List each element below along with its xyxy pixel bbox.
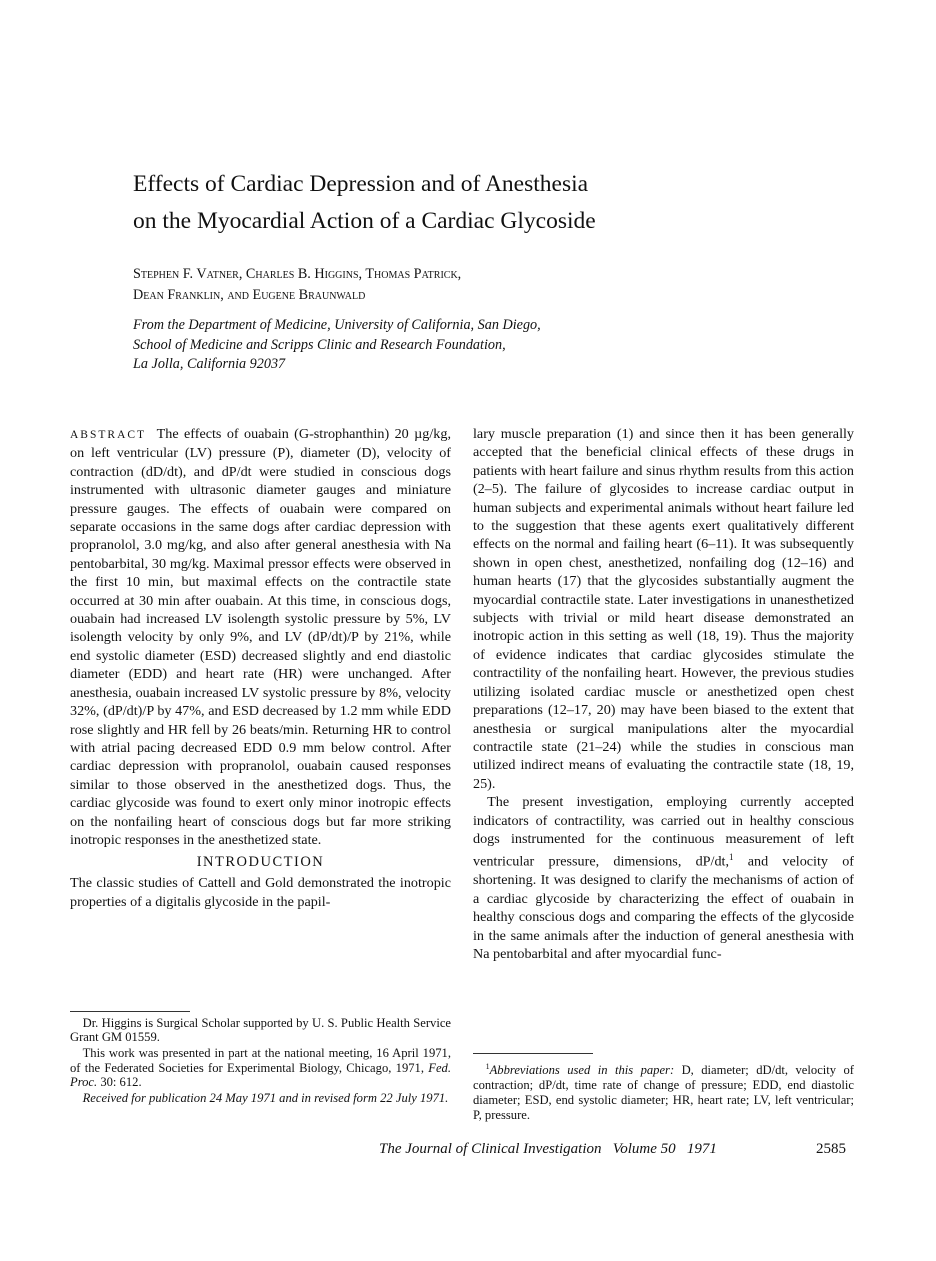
journal-name: The Journal of Clinical Investigation [379, 1141, 602, 1157]
footnote-divider-right [473, 1053, 593, 1054]
page-number: 2585 [816, 1141, 846, 1157]
affiliation [133, 316, 693, 375]
authors-line-2: Dean Franklin, and Eugene Braunwald [133, 287, 366, 303]
footnote-journal: Fed. Proc. [70, 1060, 451, 1089]
author-list [133, 264, 693, 306]
affiliation-line-3: La Jolla, California 92037 [133, 356, 286, 372]
intro-p1-left-text: The classic studies of Cattell and Gold demonstrated the inotropic properties of a digitalis glycoside in the papil- [70, 875, 451, 910]
article-title [133, 166, 833, 240]
abstract-text: The effects of ouabain (G-strophanthin) 20 µg/kg, on left ventricular (LV) pressure (P), diameter (D), velocity of contraction (dD/dt), and dP/dt were studied in conscious dogs instrumented with ultrasonic diameter gauges and miniature pressure gauges. The effects of ouabain were compared on separate occasions in the same dogs after cardiac depression with propranolol, 3.0 mg/kg, and also after general anesthesia with Na pentobarbital, 30 mg/kg. Maximal pressor effects were observed in the first 10 min, but maximal effects on the contractile state occurred at 30 min after ouabain. At this time, in conscious dogs, ouabain had increased LV isolength systolic pressure by 5%, LV isolength velocity by only 9%, and LV (dP/dt)/P by 21%, while end systolic diameter (ESD) decreased slightly and end diastolic diameter (EDD) and heart rate (HR) were unchanged. After anesthesia, ouabain increased LV systolic pressure by 8%, velocity 32%, (dP/dt)/P by 47%, and ESD decreased by 1.2 mm while EDD rose slightly and HR fell by 26 beats/min. Returning HR to control with atrial pacing decreased EDD 0.9 mm below control. After cardiac depression with propranolol, ouabain caused responses similar to those observed in the anesthetized dogs. Thus, the cardiac glycoside was found to exert only minor inotropic effects on the nonfailing heart of conscious dogs but far more striking inotropic responses in the anesthetized state. [70, 426, 451, 848]
journal-volume: Volume 50 [612, 1141, 676, 1157]
footnote-divider-left [70, 1011, 190, 1012]
introduction-heading: INTRODUCTION [196, 854, 325, 871]
abbreviations-label: Abbreviations used in this paper: [489, 1063, 675, 1078]
journal-footer [379, 1141, 717, 1158]
intro-paragraph-2 [473, 793, 854, 963]
journal-year: 1971 [686, 1141, 717, 1157]
footnote-ref-1: 1 [729, 852, 734, 863]
intro-paragraph-1-start [70, 874, 451, 911]
abstract-label: ABSTRACT [70, 429, 147, 441]
abbreviations-text: D, diameter; dD/dt, velocity of contraction; dP/dt, time rate of change of pressure; EDD, end diastolic diameter; ESD, end systolic diameter; HR, heart rate; LV, left ventricular; P, pressure. [473, 1063, 854, 1123]
footnote-presented [70, 1046, 451, 1089]
intro-p2-after: and velocity of shortening. It was designed to clarify the mechanisms of action of a cardiac glycoside by characterizing the effect of ouabain in healthy conscious dogs and comparing the effects of the glycoside in the same animals after the induction of general anesthesia with Na pentobarbital and after myocardial func- [473, 854, 854, 963]
footnote-received: Received for publication 24 May 1971 and in revised form 22 July 1971. [82, 1091, 449, 1106]
intro-paragraph-1-cont [473, 425, 854, 793]
footnote-grant: Dr. Higgins is Surgical Scholar supported by U. S. Public Health Service Grant GM 01559. [70, 1016, 451, 1045]
left-column [70, 425, 451, 911]
footnote-presented-text: This work was presented in part at the national meeting, 16 April 1971, of the Federated Societies for Experimental Biology, Chicago, 1971, [70, 1046, 451, 1075]
abbreviations-footnote [473, 1059, 854, 1123]
affiliation-line-1: From the Department of Medicine, University of California, San Diego, [133, 317, 541, 333]
affiliation-line-2: School of Medicine and Scripps Clinic and Research Foundation, [133, 336, 506, 353]
footnote-marker: 1 [485, 1062, 490, 1071]
footnote-journal-ref: 30: 612. [97, 1074, 142, 1089]
intro-p2-before: The present investigation, employing currently accepted indicators of contractility, was carried out in healthy conscious dogs instrumented for the continuous measurement of left ventricular pressure, dimensions, dP/dt, [473, 794, 854, 871]
title-line-2: on the Myocardial Action of a Cardiac Glycoside [133, 208, 596, 234]
authors-line-1: Stephen F. Vatner, Charles B. Higgins, Thomas Patrick, [133, 266, 462, 282]
intro-p1-right-text: lary muscle preparation (1) and since then it has been generally accepted that the beneficial clinical effects of these drugs in patients with heart failure and sinus rhythm results from this action (2–5). The failure of glycosides to increase cardiac output in human subjects and experimental animals without heart failure led to the suggestion that these agents exert qualitatively different effects on the normal and failing heart (6–11). It was subsequently shown in open chest, anesthetized, nonfailing dog (12–16) and human hearts (17) that the glycosides substantially augment the myocardial contractile state. Later investigations in unanesthetized subjects with trivial or mild heart disease demonstrated an inotropic action in this setting as well (18, 19). Thus the majority of evidence indicates that cardiac glycosides stimulate the contractility of the nonfailing heart. However, the previous studies utilizing isolated cardiac muscle or anesthetized open chest preparations (12–17, 20) may have been biased to the extent that anesthesia or surgical manipulations alter the myocardial contractile state (21–24) while the studies in conscious man utilized indirect means of evaluating the contractile state (18, 19, 25). [473, 426, 854, 792]
abstract-paragraph [70, 425, 451, 849]
title-line-1: Effects of Cardiac Depression and of Anesthesia [133, 171, 589, 197]
footnote-abbreviations [473, 1059, 854, 1123]
footnotes-left [70, 1016, 451, 1107]
right-column [473, 425, 854, 964]
